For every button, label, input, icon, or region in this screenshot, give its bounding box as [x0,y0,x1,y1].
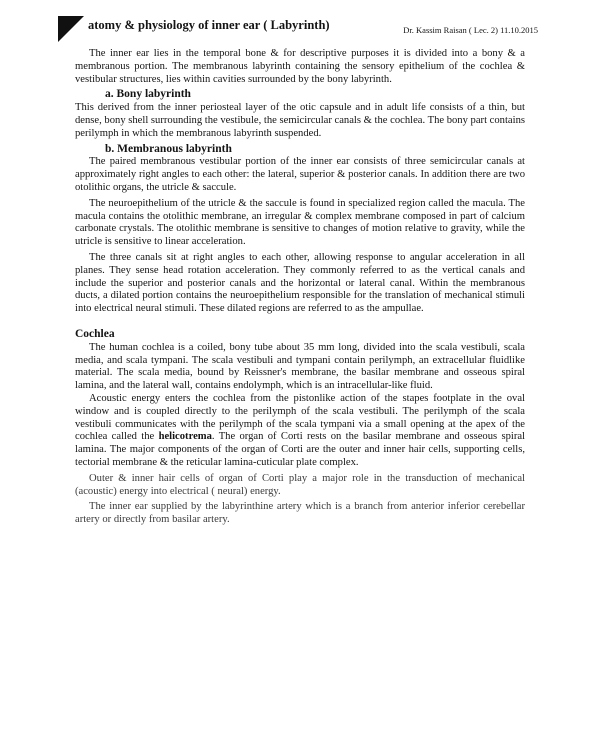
membranous-paragraph-2: The neuroepithelium of the utricle & the saccule is found in specialized region called the macula. The macula contains the otolithic membrane, an irregular & complex membrane composed in part of calcium carbonate crystals. The otolithic membrane is sensitive to changes of motion relative to gravity, while the utricle is sensitive to linear acceleration. [75,197,525,248]
author-line: Dr. Kassim Raisan ( Lec. 2) 11.10.2015 [403,25,538,35]
cochlea-paragraph-3: Outer & inner hair cells of organ of Corti play a major role in the transduction of mechanical (acoustic) energy into electrical ( neural) energy. [75,472,525,497]
document-body [75,48,525,527]
bony-labyrinth-paragraph: This derived from the inner periosteal layer of the otic capsule and in adult life consists of a thin, but dense, bony shell surrounding the vestibule, the semicircular canals & the cochlea. The bony part contains perilymph in which the membranous labyrinth suspended. [75,102,525,139]
cochlea-paragraph-2-start: Acoustic energy enters the cochlea from the pistonlike action of the stapes footplate in the oval window and is coupled directly to the perilymph of the scala vestibuli. The perilymph of the scala vestibuli communicates with the perilymph of the scala tympani via a small opening at the apex of the cochlea called the [75,392,525,443]
cochlea-paragraph-2-end: . The organ of Corti rests on the basilar membrane and osseous spiral lamina. The major components of the organ of Corti are the outer and inner hair cells, supporting cells, tectorial membrane & the reticular lamina-cuticular plate complex. [75,431,525,468]
intro-paragraph: The inner ear lies in the temporal bone & for descriptive purposes it is divided into a bony & a membranous portion. The membranous labyrinth containing the sensory epithelium of the cochlea & vestibular structures, lies within cavities surrounded by the bony labyrinth. [75,48,525,85]
helicotrema-term: helicotrema [158,431,212,443]
cochlea-paragraph-2 [75,393,525,470]
cochlea-paragraph-1: The human cochlea is a coiled, bony tube about 35 mm long, divided into the scala vestibuli, scala media, and scala tympani. The scala vestibuli and tympani contain perilymph, an extracellular fluidlike material. The scala media, bound by Reissner's membrane, the basilar membrane and osseous spiral lamina, and the lateral wall, contains endolymph, which is an intracellular-like fluid. [75,341,525,392]
membranous-paragraph-3: The three canals sit at right angles to each other, allowing response to angular acceleration in all planes. They sense head rotation acceleration. They commonly referred to as the vertical canals and include the superior and posterior canals and the horizontal or lateral canal. Within the membranous ducts, a dilated portion contains the neuroepithelium responsible for the translation of mechanical stimuli into electrical neural stimuli. These dilated regions are referred to as the ampullae. [75,251,525,315]
corner-mark [58,16,84,42]
bony-labyrinth-heading: a. Bony labyrinth [105,88,191,101]
membranous-labyrinth-heading: b. Membranous labyrinth [105,142,232,155]
page-title: atomy & physiology of inner ear ( Labyrinth) [88,18,330,32]
cochlea-heading: Cochlea [75,327,115,340]
membranous-paragraph-1: The paired membranous vestibular portion of the inner ear consists of three semicircular canals at approximately right angles to each other: the lateral, superior & posterior canals. In addition there are two otolithic organs, the utricle & saccule. [75,156,525,193]
cochlea-paragraph-4: The inner ear supplied by the labyrinthine artery which is a branch from anterior inferior cerebellar artery or directly from basilar artery. [75,501,525,526]
